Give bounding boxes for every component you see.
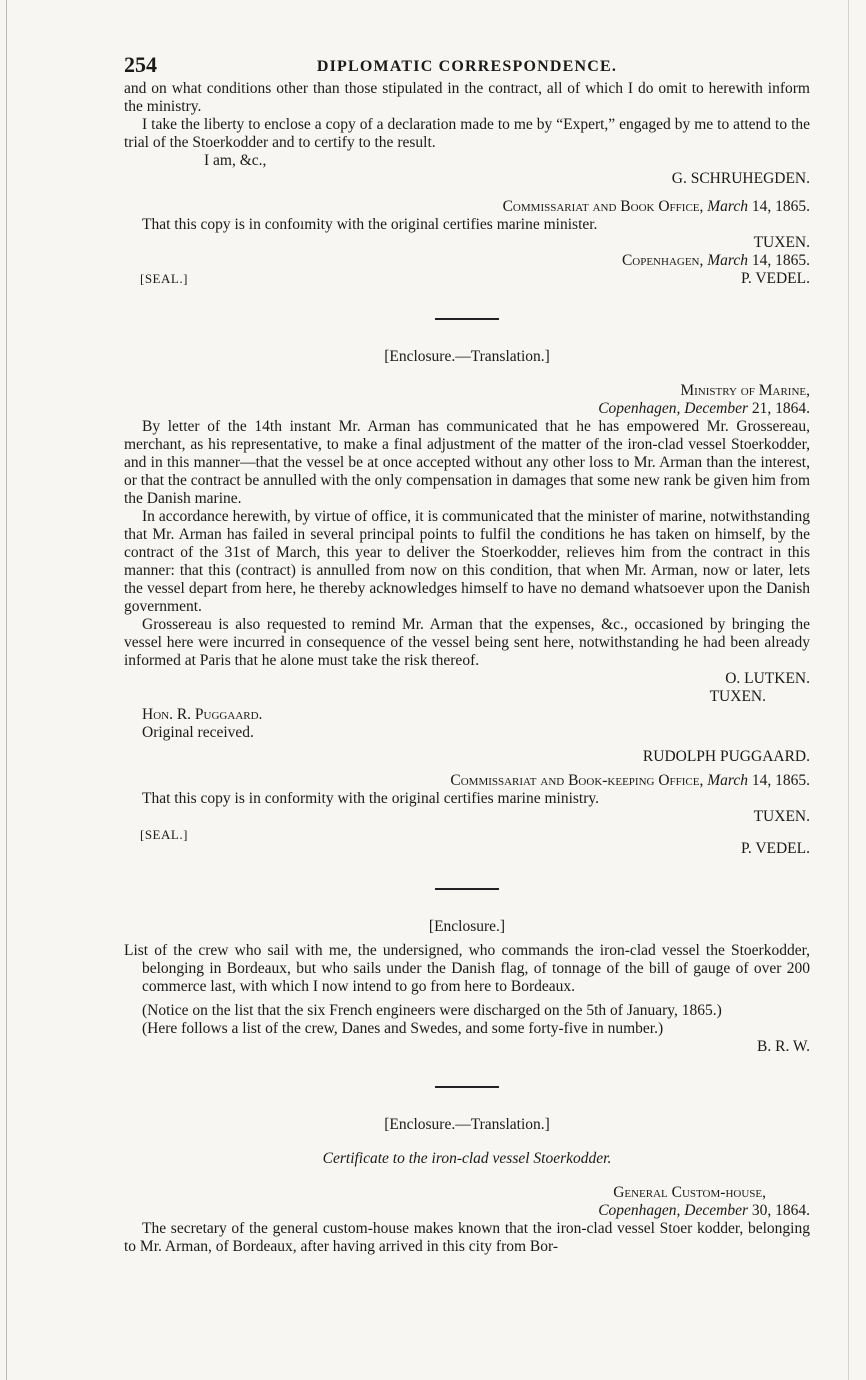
custom-house-dateline: [124, 1202, 810, 1220]
signature-schruhegden: G. SCHRUHEGDEN.: [671, 170, 810, 187]
section-divider: [435, 318, 499, 320]
ministry-date-place: Copenhagen, December: [598, 400, 748, 417]
office-date-rest-2: 14, 1865.: [751, 772, 810, 789]
signature-tuxen: TUXEN.: [753, 234, 810, 251]
seal-mark-2: [SEAL.]: [140, 827, 188, 842]
seal-mark: [SEAL.]: [140, 271, 188, 286]
page-header: [124, 50, 810, 80]
ministry-heading: [124, 382, 810, 400]
place-date-month: March: [707, 252, 748, 269]
conformity-line-2: That this copy is in conformity with the original certifies marine ministry.: [142, 790, 600, 807]
running-title: DIPLOMATIC CORRESPONDENCE.: [316, 58, 618, 75]
conformity-line: That this copy is in confoımity with the original certifies marine minister.: [142, 216, 598, 233]
signature-tuxen-3: TUXEN.: [753, 808, 810, 825]
page-edge-left: [6, 0, 7, 1380]
signature-lutken: O. LUTKEN.: [725, 670, 810, 687]
custom-house-heading: [124, 1184, 810, 1202]
seal-row-2: [124, 826, 810, 858]
custom-house-date-place: Copenhagen, December: [598, 1202, 748, 1219]
signature-vedel: P. VEDEL.: [740, 270, 810, 287]
paragraph-letter: By letter of the 14th instant Mr. Arman has communicated that he has empowered Mr. Grossereau, merchant, as his representative, to make a final adjustment of the matter of the iron-clad vessel Stoerkodder, and in this manner—that the vessel be at once accepted without any other loss to Mr. Arman than the interest, or that the contract be annulled with the only compensation in damages that some new rank be given him from the Danish marine.: [124, 418, 810, 507]
addressee-line: [124, 706, 810, 724]
section-divider-3: [435, 1086, 499, 1088]
ministry-date-rest: 21, 1864.: [751, 400, 810, 417]
section-divider-2: [435, 888, 499, 890]
signature-brw: B. R. W.: [757, 1038, 810, 1055]
signature-puggaard: RUDOLPH PUGGAARD.: [642, 748, 810, 765]
custom-house-date-rest: 30, 1864.: [751, 1202, 810, 1219]
office-name: Commissariat and Book Office,: [502, 198, 704, 215]
office-dateline-2: [124, 772, 810, 790]
paragraph-crew-follows: (Here follows a list of the crew, Danes and Swedes, and some forty-five in number.): [142, 1020, 664, 1037]
paragraph-crew-list: List of the crew who sail with me, the undersigned, who commands the iron-clad vessel the Stoerkodder, belonging in Bordeaux, but who sails under the Danish flag, of tonnage of the bill of gauge of over 200 commerce last, with which I now intend to go from here to Bordeaux.: [124, 942, 810, 995]
ministry-dateline: [124, 400, 810, 418]
office-dateline: [124, 198, 810, 216]
office-date-rest: 14, 1865.: [751, 198, 810, 215]
signature-vedel-2: P. VEDEL.: [740, 840, 810, 857]
seal-row: [124, 270, 810, 288]
paragraph-expenses: Grossereau is also requested to remind Mr. Arman that the expenses, &c., occasioned by bringing the vessel here were incurred in consequence of the vessel being sent here, notwithstanding he had been already informed at Paris that he alone must take the risk thereof.: [124, 616, 810, 669]
paragraph-declaration: I take the liberty to enclose a copy of a declaration made to me by “Expert,” engaged by me to attend to the trial of the Stoerkodder and to certify to the result.: [124, 116, 810, 151]
enclosure-heading-3: [Enclosure.—Translation.]: [384, 1116, 550, 1133]
page-number: 254: [124, 52, 157, 77]
closing-line: I am, &c.,: [204, 152, 267, 169]
enclosure-heading-2: [Enclosure.]: [428, 918, 506, 935]
office-name-2: Commissariat and Book-keeping Office,: [450, 772, 704, 789]
office-date-month-2: March: [707, 772, 748, 789]
place-name: Copenhagen,: [621, 252, 704, 269]
paragraph-accordance: In accordance herewith, by virtue of office, it is communicated that the minister of marine, notwithstanding that Mr. Arman has failed in several principal points to fulfil the conditions he has taken on himself, by the contract of the 31st of March, this year to deliver the Stoerkodder, relieves him from the contract in this manner: that this (contract) is annulled from now on this condition, that when Mr. Arman, now or later, lets the vessel depart from here, he thereby acknowledges himself to have no demand whatsoever upon the Danish government.: [124, 508, 810, 615]
page-body: [124, 50, 810, 1256]
ministry-name: Ministry of Marine,: [680, 382, 810, 399]
office-date-month: March: [707, 198, 748, 215]
place-dateline: [124, 252, 810, 270]
place-date-rest: 14, 1865.: [751, 252, 810, 269]
paragraph-notice: (Notice on the list that the six French engineers were discharged on the 5th of January, 1865.): [142, 1002, 722, 1019]
received-line: Original received.: [142, 724, 254, 741]
paragraph-custom-house: The secretary of the general custom-house makes known that the iron-clad vessel Stoer kodder, belonging to Mr. Arman, of Bordeaux, after having arrived in this city from Bor-: [124, 1220, 810, 1255]
signature-tuxen-2: TUXEN.: [709, 688, 766, 705]
certificate-title: Certificate to the iron-clad vessel Stoerkodder.: [322, 1150, 612, 1167]
addressee: Hon. R. Puggaard.: [142, 706, 263, 723]
enclosure-heading: [Enclosure.—Translation.]: [384, 348, 550, 365]
custom-house-name: General Custom-house,: [613, 1184, 766, 1201]
page-edge-right: [848, 0, 849, 1380]
paragraph-continuation: and on what conditions other than those stipulated in the contract, all of which I do omit to herewith inform the ministry.: [124, 80, 810, 115]
